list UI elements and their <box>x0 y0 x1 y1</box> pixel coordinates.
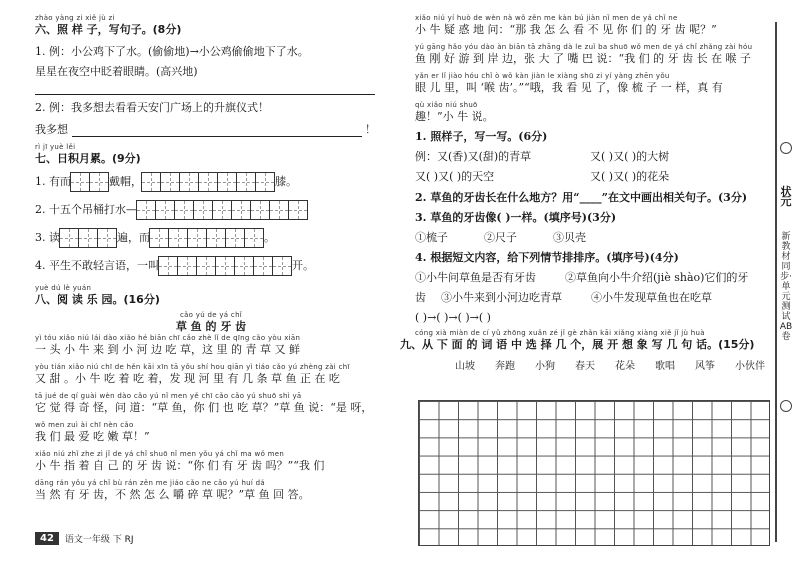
story-line-pinyin: wǒ men zuì ài chī nèn cǎo <box>35 421 134 429</box>
story-line-pinyin: tā jué de qí guài wèn dào cǎo yú nǐ men yě chī cǎo cǎo yú shuō shì yā <box>35 392 302 400</box>
sec8-title: 八、阅 读 乐 园。(16分) <box>35 293 160 306</box>
word-bank-item: 小狗 <box>535 361 555 372</box>
story-line-pinyin: yòu tián xiǎo niú chī de hěn kāi xīn tā yǒu shí hou qiān yì tiáo cǎo yú zhèng zài chī <box>35 363 350 371</box>
sec9-pinyin: cóng xià miàn de cí yǔ zhōng xuǎn zé jǐ gè zhǎn kāi xiǎng xiàng xiě jǐ jù huà <box>415 329 705 337</box>
story-title: 草 鱼 的 牙 齿 <box>175 320 247 333</box>
right-q1-blank-flower[interactable]: 又( )又( )的花朵 <box>590 170 670 183</box>
story-line: 眼 儿 里，叫 ‘喉 齿’。”“哦，我 看 见 了，像 梳 子 一 样，真 有 <box>415 81 723 94</box>
right-q2: 2. 草鱼的牙齿长在什么地方？用“____”在文中画出相关句子。(3分) <box>415 191 748 204</box>
q3-option[interactable]: ①梳子 <box>415 231 448 244</box>
sec9-title: 九、从 下 面 的 词 语 中 选 择 几 个，展 开 想 象 写 几 句 话。(15分) <box>400 338 755 351</box>
tianzige-box[interactable] <box>142 172 275 192</box>
q4-option: ③小牛来到小河边吃青草 <box>441 291 562 304</box>
sec6-q1-answer-line[interactable] <box>35 82 375 95</box>
word-bank-item: 奔跑 <box>495 361 515 372</box>
right-q1-blank-sky[interactable]: 又( )又( )的天空 <box>415 170 495 183</box>
word-bank <box>455 357 765 372</box>
sec7-pinyin: rì jī yuè lěi <box>35 143 76 151</box>
tianzige-box[interactable] <box>150 228 264 248</box>
sec6-q2-end: ！ <box>365 123 376 136</box>
story-line: 一 头 小 牛 来 到 小 河 边 吃 草，这 里 的 青 草 又 鲜 <box>35 343 300 356</box>
story-line: 趣！”小 牛 说。 <box>415 110 494 123</box>
q4-option-cont: 齿 <box>415 291 426 304</box>
page-footer <box>35 532 134 545</box>
sec7-title: 七、日积月累。(9分) <box>35 152 141 165</box>
page-number: 42 <box>35 532 59 545</box>
story-line: 当 然 有 牙 齿，不 然 怎 么 嚼 碎 草 呢？”草 鱼 回 答。 <box>35 488 310 501</box>
word-bank-item: 花朵 <box>615 361 635 372</box>
right-q1-blank-tree[interactable]: 又( )又( )的大树 <box>590 150 670 163</box>
right-q1: 1. 照样子，写一写。(6分) <box>415 130 548 143</box>
story-line: 我 们 最 爱 吃 嫩 草！” <box>35 430 150 443</box>
story-line-pinyin: yǎn er lǐ jiào hóu chǐ ò wǒ kàn jiàn le xiàng shū zi yí yàng zhēn yǒu <box>415 72 670 80</box>
right-q3: 3. 草鱼的牙齿像( )一样。(填序号)(3分) <box>415 211 617 224</box>
sec7-q4-a: 4. 平生不敢轻言语，一叫 <box>35 259 159 272</box>
sec6-title: 六、照 样 子，写句子。(8分) <box>35 23 182 36</box>
story-line: 又 甜 。小 牛 吃 着 吃 着，发 现 河 里 有 几 条 草 鱼 正 在 吃 <box>35 372 340 385</box>
story-line: 小 牛 疑 惑 地 问：“那 我 怎 么 看 不 见 你 们 的 牙 齿 呢？” <box>415 23 717 36</box>
story-line-pinyin: yì tóu xiǎo niú lái dào xiǎo hé biān chī cǎo zhè lǐ de qīng cǎo yòu xiān <box>35 334 301 342</box>
right-q1-example: 例：又(香)又(甜)的青草 <box>415 150 532 163</box>
story-line: 它 觉 得 奇 怪，问 道：“草 鱼，你 们 也 吃 草？”草 鱼 说：“是 呀， <box>35 401 373 414</box>
sec6-q2-answer-line[interactable] <box>72 124 362 137</box>
right-column <box>400 14 760 352</box>
q4-option: ②草鱼向小牛介绍(jiè shào)它们的牙 <box>565 271 749 284</box>
sec7-q1-c: 膝。 <box>275 175 297 188</box>
sec6-q1-example: 1. 例：小公鸡下了水。(偷偷地)→小公鸡偷偷地下了水。 <box>35 45 309 58</box>
binding-hole-icon <box>780 400 792 412</box>
tianzige-box[interactable] <box>137 200 308 220</box>
story-line-pinyin: qù xiǎo niú shuō <box>415 101 478 109</box>
q4-sequence-blanks[interactable]: ( )→( )→( )→( ) <box>415 311 491 324</box>
right-q4: 4. 根据短文内容，给下列情节排排序。(填序号)(4分) <box>415 251 679 264</box>
sec7-q3-a: 3. 读 <box>35 231 60 244</box>
q3-option[interactable]: ②尺子 <box>484 231 517 244</box>
sec6-pinyin: zhào yàng zi xiě jù zi <box>35 14 115 22</box>
brand-logo: 状元 <box>780 185 792 208</box>
sec7-q1-a: 1. 有而 <box>35 175 71 188</box>
story-line-pinyin: dāng rán yǒu yá chǐ bù rán zěn me jiáo cǎo ne cǎo yú huí dá <box>35 479 266 487</box>
q3-option[interactable]: ③贝壳 <box>553 231 586 244</box>
sec7-q4-b: 开。 <box>292 259 314 272</box>
binding-hole-icon <box>780 142 792 154</box>
word-bank-item: 山坡 <box>455 361 475 372</box>
sec8-pinyin: yuè dú lè yuán <box>35 284 92 292</box>
tianzige-box[interactable] <box>60 228 117 248</box>
word-bank-item: 春天 <box>575 361 595 372</box>
tianzige-box[interactable] <box>71 172 109 192</box>
word-bank-item: 风筝 <box>695 361 715 372</box>
footer-label: 语文一年级 下 RJ <box>64 535 134 545</box>
tianzige-box[interactable] <box>159 256 292 276</box>
q4-option: ④小牛发现草鱼也在吃草 <box>591 291 712 304</box>
left-column <box>35 14 387 508</box>
story-line-pinyin: xiǎo niú yí huò de wèn nà wǒ zěn me kàn bú jiàn nǐ men de yá chǐ ne <box>415 14 678 22</box>
story-title-pinyin: cǎo yú de yá chǐ <box>179 311 243 319</box>
story-line-pinyin: yú gāng hǎo yóu dào àn biān tā zhāng dà le zuǐ ba shuō wǒ men de yá chǐ zhǎng zài hóu <box>415 43 753 51</box>
sec7-q1-b: 戴帽， <box>109 175 142 188</box>
word-bank-item: 小伙伴 <box>735 361 765 372</box>
sidebar-text: 新教材同步·单元测试AB卷 <box>779 232 793 342</box>
story-line: 鱼 刚 好 游 到 岸 边，张 大 了 嘴 巴 说：“我 们 的 牙 齿 长 在 喉 子 <box>415 52 752 65</box>
sec6-q1-task: 星星在夜空中眨着眼睛。(高兴地) <box>35 65 198 78</box>
sec7-q2: 2. 十五个吊桶打水— <box>35 203 137 216</box>
sec7-q3-b: 遍，而 <box>117 231 150 244</box>
writing-grid[interactable] <box>418 400 770 546</box>
sec7-q3-c: 。 <box>264 231 275 244</box>
sec6-q2-example: 2. 例：我多想去看看天安门广场上的升旗仪式！ <box>35 101 269 114</box>
word-bank-item: 歌唱 <box>655 361 675 372</box>
story-line: 小 牛 指 着 自 己 的 牙 齿 说：“你 们 有 牙 齿 吗？”“我 们 <box>35 459 325 472</box>
sidebar-strip <box>775 22 795 542</box>
sec6-q2-start: 我多想 <box>35 123 68 136</box>
q4-option: ①小牛问草鱼是否有牙齿 <box>415 271 536 284</box>
story-line-pinyin: xiǎo niú zhǐ zhe zì jǐ de yá chǐ shuō nǐ men yǒu yá chǐ ma wǒ men <box>35 450 285 458</box>
